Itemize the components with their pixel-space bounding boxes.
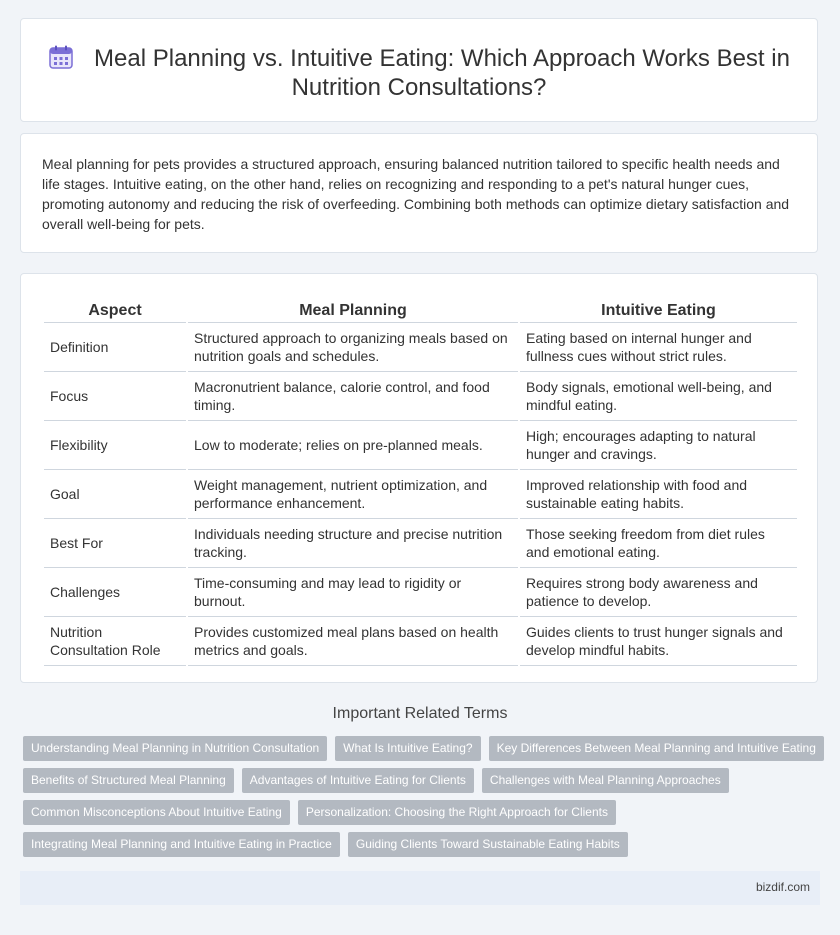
comparison-table — [42, 294, 799, 666]
row-meal-planning: Individuals needing structure and precise nutrition tracking. — [188, 519, 518, 568]
row-meal-planning: Provides customized meal plans based on health metrics and goals. — [188, 617, 518, 666]
row-meal-planning: Weight management, nutrient optimization, and performance enhancement. — [188, 470, 518, 519]
title-line-1 — [21, 44, 817, 102]
header-aspect: Aspect — [44, 294, 186, 323]
row-aspect: Definition — [44, 323, 186, 372]
table-row — [44, 470, 797, 519]
table-header-row — [44, 294, 797, 323]
row-intuitive-eating: Guides clients to trust hunger signals and develop mindful habits. — [520, 617, 797, 666]
row-aspect: Focus — [44, 372, 186, 421]
footer-site-link[interactable]: bizdif.com — [755, 880, 810, 894]
calendar-icon — [48, 44, 74, 70]
row-intuitive-eating: Eating based on internal hunger and fullness cues without strict rules. — [520, 323, 797, 372]
page-title: Meal Planning vs. Intuitive Eating: Which Approach Works Best in Nutrition Consultations? — [94, 45, 790, 101]
row-aspect: Nutrition Consultation Role — [44, 617, 186, 666]
row-aspect: Goal — [44, 470, 186, 519]
table-row — [44, 323, 797, 372]
header-meal-planning: Meal Planning — [188, 294, 518, 323]
row-intuitive-eating: Body signals, emotional well-being, and mindful eating. — [520, 372, 797, 421]
table-row — [44, 372, 797, 421]
row-aspect: Best For — [44, 519, 186, 568]
related-tags-row-4 — [23, 832, 628, 857]
related-term-tag[interactable]: Guiding Clients Toward Sustainable Eating Habits — [348, 832, 628, 857]
row-meal-planning: Structured approach to organizing meals based on nutrition goals and schedules. — [188, 323, 518, 372]
row-intuitive-eating: Requires strong body awareness and patience to develop. — [520, 568, 797, 617]
related-terms-heading: Important Related Terms — [332, 705, 508, 722]
related-term-tag[interactable]: Personalization: Choosing the Right Approach for Clients — [298, 800, 616, 825]
footer — [20, 871, 820, 905]
row-meal-planning: Time-consuming and may lead to rigidity or burnout. — [188, 568, 518, 617]
comparison-card — [20, 273, 818, 683]
related-tags-row-2 — [23, 768, 729, 793]
related-term-tag[interactable]: What Is Intuitive Eating? — [335, 736, 480, 761]
table-row — [44, 617, 797, 666]
row-meal-planning: Macronutrient balance, calorie control, and food timing. — [188, 372, 518, 421]
row-aspect: Challenges — [44, 568, 186, 617]
related-term-tag[interactable]: Integrating Meal Planning and Intuitive Eating in Practice — [23, 832, 340, 857]
intro-paragraph: Meal planning for pets provides a structured approach, ensuring balanced nutrition tailored to specific health needs and life stages. Intuitive eating, on the other hand, relies on recognizing and responding to a pet's natural hunger cues, promoting autonomy and reducing the risk of overfeeding. Combining both methods can optimize dietary satisfaction and overall well-being for pets. — [42, 156, 790, 232]
table-row — [44, 421, 797, 470]
related-term-tag[interactable]: Understanding Meal Planning in Nutrition Consultation — [23, 736, 327, 761]
row-meal-planning: Low to moderate; relies on pre-planned meals. — [188, 421, 518, 470]
related-term-tag[interactable]: Common Misconceptions About Intuitive Eating — [23, 800, 290, 825]
title-card — [20, 18, 818, 122]
related-tags-row-1 — [23, 736, 824, 761]
related-term-tag[interactable]: Benefits of Structured Meal Planning — [23, 768, 234, 793]
table-row — [44, 568, 797, 617]
row-intuitive-eating: High; encourages adapting to natural hunger and cravings. — [520, 421, 797, 470]
table-row — [44, 519, 797, 568]
related-term-tag[interactable]: Key Differences Between Meal Planning and Intuitive Eating — [489, 736, 824, 761]
row-aspect: Flexibility — [44, 421, 186, 470]
header-intuitive-eating: Intuitive Eating — [520, 294, 797, 323]
related-tags-row-3 — [23, 800, 616, 825]
intro-card — [20, 133, 818, 253]
related-term-tag[interactable]: Challenges with Meal Planning Approaches — [482, 768, 729, 793]
row-intuitive-eating: Improved relationship with food and sustainable eating habits. — [520, 470, 797, 519]
row-intuitive-eating: Those seeking freedom from diet rules and emotional eating. — [520, 519, 797, 568]
related-term-tag[interactable]: Advantages of Intuitive Eating for Clients — [242, 768, 474, 793]
